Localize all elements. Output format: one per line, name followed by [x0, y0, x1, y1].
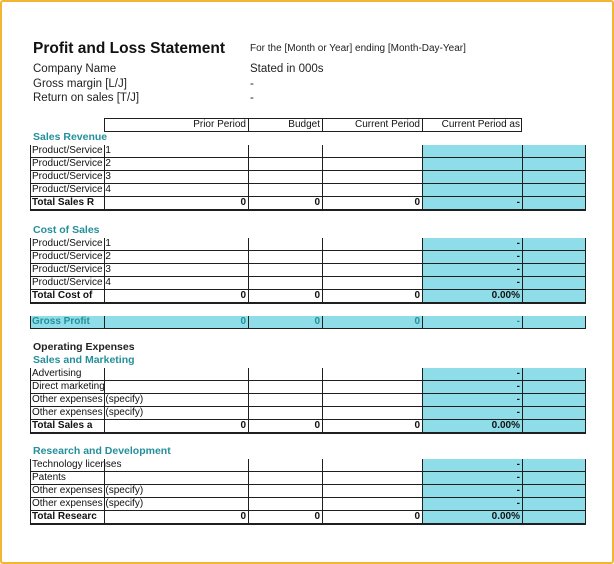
current-pct-cell[interactable] — [424, 184, 520, 196]
grid-line — [30, 277, 31, 289]
budget-cell[interactable] — [250, 459, 320, 471]
prior-period-cell[interactable]: 0 — [240, 197, 246, 208]
current-period-cell[interactable]: 0 — [414, 420, 420, 431]
prior-period-cell[interactable] — [106, 277, 246, 289]
grid-line — [422, 171, 423, 183]
grid-line — [422, 251, 423, 263]
row-label[interactable]: Product/Service 3 — [32, 171, 111, 182]
prior-period-cell[interactable]: 0 — [240, 420, 246, 431]
grid-line — [322, 511, 323, 523]
row-label[interactable]: Other expenses (specify) — [32, 485, 144, 496]
grid-line — [30, 171, 31, 183]
current-pct-cell[interactable]: - — [516, 381, 520, 392]
grid-line — [30, 158, 31, 170]
column-header-current-pct: Current Period as — [441, 119, 520, 130]
current-pct-cell[interactable] — [424, 171, 520, 183]
budget-cell[interactable]: 0 — [314, 511, 320, 522]
grid-line — [104, 511, 105, 523]
current-period-cell[interactable] — [324, 251, 420, 263]
current-period-cell[interactable] — [324, 485, 420, 497]
budget-cell[interactable] — [250, 277, 320, 289]
table-row — [30, 407, 586, 420]
grid-line — [585, 485, 586, 497]
grid-line — [585, 407, 586, 419]
grid-line — [248, 158, 249, 170]
grid-line — [322, 264, 323, 276]
grid-line — [522, 472, 523, 484]
prior-period-cell[interactable] — [106, 238, 246, 250]
grid-line — [422, 184, 423, 196]
grid-line — [585, 420, 586, 432]
grid-line — [422, 238, 423, 250]
budget-cell[interactable] — [250, 472, 320, 484]
budget-cell[interactable]: 0 — [314, 420, 320, 431]
current-period-cell[interactable]: 0 — [414, 511, 420, 522]
grid-line — [585, 498, 586, 510]
current-pct-cell[interactable]: - — [516, 197, 520, 208]
grid-line — [522, 158, 523, 170]
current-pct-cell[interactable] — [424, 158, 520, 170]
grid-line — [522, 251, 523, 263]
current-pct-cell[interactable]: 0.00% — [491, 511, 520, 522]
grid-line — [585, 316, 586, 328]
current-pct-cell[interactable]: - — [516, 264, 520, 275]
grid-line — [585, 277, 586, 289]
grid-line — [585, 381, 586, 393]
current-pct-cell[interactable] — [424, 145, 520, 157]
budget-cell[interactable] — [250, 394, 320, 406]
budget-cell[interactable] — [250, 251, 320, 263]
grid-line — [322, 472, 323, 484]
current-period-cell[interactable] — [324, 459, 420, 471]
row-label[interactable]: Other expenses (specify) — [32, 407, 144, 418]
row-label[interactable]: Technology licenses — [32, 459, 122, 470]
stated-label: Stated in 000s — [250, 63, 324, 75]
grid-line — [248, 459, 249, 471]
prior-period-cell[interactable] — [106, 158, 246, 170]
current-period-cell[interactable] — [324, 368, 420, 380]
grid-line — [322, 420, 323, 432]
grid-line — [422, 459, 423, 471]
current-period-cell[interactable] — [324, 381, 420, 393]
grid-line — [585, 472, 586, 484]
table-row — [30, 459, 586, 472]
current-period-cell[interactable] — [324, 238, 420, 250]
grid-line — [422, 197, 423, 209]
grid-line — [30, 238, 31, 250]
grid-line — [30, 145, 31, 157]
table-row — [30, 171, 586, 184]
table-row — [30, 485, 586, 498]
grid-line — [248, 171, 249, 183]
grid-line — [322, 316, 323, 328]
prior-period-cell[interactable]: 0 — [240, 290, 246, 301]
current-pct-cell[interactable]: - — [516, 459, 520, 470]
column-header-prior: Prior Period — [193, 119, 246, 130]
grid-line — [30, 394, 31, 406]
page-title: Profit and Loss Statement — [33, 40, 226, 57]
grid-line — [248, 251, 249, 263]
grid-line — [248, 184, 249, 196]
grid-line — [522, 368, 523, 380]
row-label[interactable]: Total Cost of — [32, 290, 93, 301]
grid-line — [248, 368, 249, 380]
grid-line — [322, 251, 323, 263]
current-pct-cell[interactable]: - — [516, 407, 520, 418]
grid-line — [248, 394, 249, 406]
current-pct-cell[interactable]: - — [516, 498, 520, 509]
grid-line — [422, 407, 423, 419]
grid-line — [30, 264, 31, 276]
prior-period-cell[interactable]: 0 — [240, 316, 246, 327]
current-period-cell[interactable] — [324, 145, 420, 157]
grid-line — [422, 394, 423, 406]
grid-line — [422, 158, 423, 170]
grid-line — [585, 184, 586, 196]
row-label[interactable]: Product/Service 2 — [32, 158, 111, 169]
row-label[interactable]: Product/Service 3 — [32, 264, 111, 275]
grid-line — [522, 498, 523, 510]
grid-line — [322, 277, 323, 289]
grid-line — [248, 290, 249, 302]
grid-line — [422, 485, 423, 497]
grid-line — [585, 197, 586, 209]
budget-cell[interactable] — [250, 184, 320, 196]
grid-line — [30, 316, 31, 328]
gross-margin-value: - — [250, 78, 254, 90]
budget-cell[interactable]: 0 — [314, 316, 320, 327]
grid-line — [422, 316, 423, 328]
section-operating-expenses: Operating Expenses — [33, 341, 135, 353]
grid-line — [322, 485, 323, 497]
total-row — [30, 290, 586, 304]
grid-line — [522, 420, 523, 432]
total-row — [30, 511, 586, 525]
grid-line — [248, 498, 249, 510]
grid-line — [30, 197, 31, 209]
grid-line — [30, 498, 31, 510]
grid-line — [422, 381, 423, 393]
grid-line — [585, 264, 586, 276]
budget-cell[interactable] — [250, 498, 320, 510]
current-period-cell[interactable] — [324, 158, 420, 170]
table-row — [30, 277, 586, 290]
current-pct-cell[interactable]: - — [516, 485, 520, 496]
grid-line — [422, 145, 423, 157]
column-header-current: Current Period — [354, 119, 420, 130]
grid-line — [422, 368, 423, 380]
prior-period-cell[interactable] — [106, 368, 246, 380]
current-period-cell[interactable]: 0 — [414, 290, 420, 301]
row-label[interactable]: Other expenses (specify) — [32, 498, 144, 509]
grid-line — [248, 264, 249, 276]
row-label[interactable]: Product/Service 1 — [32, 145, 111, 156]
current-period-cell[interactable] — [324, 472, 420, 484]
grid-line — [322, 238, 323, 250]
prior-period-cell[interactable] — [106, 251, 246, 263]
grid-line — [248, 277, 249, 289]
prior-period-cell[interactable]: 0 — [240, 511, 246, 522]
grid-line — [30, 407, 31, 419]
grid-line — [422, 290, 423, 302]
grid-line — [104, 290, 105, 302]
grid-line — [30, 251, 31, 263]
current-pct-cell[interactable]: - — [516, 316, 520, 327]
grid-line — [248, 407, 249, 419]
grid-line — [30, 459, 31, 471]
grid-line — [248, 511, 249, 523]
prior-period-cell[interactable] — [106, 472, 246, 484]
section-sales-marketing: Sales and Marketing — [33, 354, 135, 366]
row-label[interactable]: Total Researc — [32, 511, 97, 522]
table-row — [30, 472, 586, 485]
table-row — [30, 251, 586, 264]
grid-line — [522, 238, 523, 250]
grid-line — [30, 472, 31, 484]
section-sales-revenue: Sales Revenue — [33, 131, 108, 143]
grid-line — [104, 316, 105, 328]
prior-period-cell[interactable] — [106, 459, 246, 471]
section-cost-of-sales: Cost of Sales — [33, 224, 100, 236]
grid-line — [30, 381, 31, 393]
grid-line — [422, 264, 423, 276]
current-period-cell[interactable] — [324, 264, 420, 276]
row-label[interactable]: Product/Service 1 — [32, 238, 111, 249]
prior-period-cell[interactable] — [106, 145, 246, 157]
prior-period-cell[interactable] — [106, 264, 246, 276]
total-row — [30, 420, 586, 434]
gross-profit-row — [30, 316, 586, 329]
grid-line — [522, 381, 523, 393]
row-label[interactable]: Other expenses (specify) — [32, 394, 144, 405]
current-period-cell[interactable]: 0 — [414, 316, 420, 327]
grid-line — [322, 368, 323, 380]
grid-line — [522, 511, 523, 523]
row-label[interactable]: Advertising — [32, 368, 82, 379]
column-header-row — [104, 118, 522, 132]
grid-line — [30, 184, 31, 196]
grid-line — [522, 145, 523, 157]
budget-cell[interactable] — [250, 407, 320, 419]
grid-line — [522, 197, 523, 209]
grid-line — [322, 498, 323, 510]
prior-period-cell[interactable] — [106, 498, 246, 510]
current-period-cell[interactable] — [324, 277, 420, 289]
row-label[interactable]: Product/Service 4 — [32, 184, 111, 195]
grid-line — [522, 394, 523, 406]
grid-line — [585, 238, 586, 250]
column-header-budget: Budget — [288, 119, 320, 130]
budget-cell[interactable] — [250, 238, 320, 250]
grid-line — [585, 171, 586, 183]
budget-cell[interactable] — [250, 158, 320, 170]
grid-line — [585, 368, 586, 380]
grid-line — [322, 459, 323, 471]
grid-line — [422, 511, 423, 523]
grid-line — [104, 420, 105, 432]
grid-line — [422, 277, 423, 289]
grid-line — [422, 472, 423, 484]
grid-line — [248, 485, 249, 497]
row-label[interactable]: Product/Service 2 — [32, 251, 111, 262]
row-label[interactable]: Patents — [32, 472, 66, 483]
current-pct-cell[interactable]: - — [516, 238, 520, 249]
grid-line — [585, 511, 586, 523]
budget-cell[interactable] — [250, 145, 320, 157]
current-pct-cell[interactable]: - — [516, 394, 520, 405]
grid-line — [322, 145, 323, 157]
return-on-sales-label: Return on sales [T/J] — [33, 92, 140, 104]
prior-period-cell[interactable] — [106, 394, 246, 406]
page-subtitle: For the [Month or Year] ending [Month-Day-Year] — [250, 43, 466, 54]
table-row — [30, 394, 586, 407]
current-pct-cell[interactable]: - — [516, 251, 520, 262]
grid-line — [322, 381, 323, 393]
prior-period-cell[interactable] — [106, 485, 246, 497]
grid-line — [585, 145, 586, 157]
section-research-development: Research and Development — [33, 445, 171, 457]
grid-line — [248, 472, 249, 484]
grid-line — [248, 420, 249, 432]
grid-line — [248, 238, 249, 250]
grid-line — [585, 394, 586, 406]
grid-line — [30, 511, 31, 523]
row-label[interactable]: Total Sales R — [32, 197, 95, 208]
budget-cell[interactable] — [250, 381, 320, 393]
grid-line — [522, 459, 523, 471]
return-on-sales-value: - — [250, 92, 254, 104]
row-label[interactable]: Direct marketing — [32, 381, 105, 392]
grid-line — [30, 485, 31, 497]
table-row — [30, 498, 586, 511]
current-period-cell[interactable] — [324, 184, 420, 196]
grid-line — [585, 251, 586, 263]
budget-cell[interactable] — [250, 368, 320, 380]
table-row — [30, 145, 586, 158]
current-period-cell[interactable] — [324, 394, 420, 406]
grid-line — [522, 277, 523, 289]
grid-line — [322, 184, 323, 196]
grid-line — [322, 290, 323, 302]
prior-period-cell[interactable] — [106, 381, 246, 393]
grid-line — [422, 498, 423, 510]
current-pct-cell[interactable]: - — [516, 368, 520, 379]
table-row — [30, 368, 586, 381]
grid-line — [522, 184, 523, 196]
row-label[interactable]: Gross Profit — [32, 316, 90, 327]
table-row — [30, 184, 586, 197]
budget-cell[interactable]: 0 — [314, 290, 320, 301]
grid-line — [522, 407, 523, 419]
current-pct-cell[interactable]: 0.00% — [491, 420, 520, 431]
row-label[interactable]: Product/Service 4 — [32, 277, 111, 288]
grid-line — [322, 197, 323, 209]
table-row — [30, 264, 586, 277]
grid-line — [248, 316, 249, 328]
budget-cell[interactable]: 0 — [314, 197, 320, 208]
grid-line — [522, 290, 523, 302]
budget-cell[interactable] — [250, 264, 320, 276]
current-pct-cell[interactable]: 0.00% — [491, 290, 520, 301]
prior-period-cell[interactable] — [106, 171, 246, 183]
grid-line — [30, 368, 31, 380]
current-period-cell[interactable] — [324, 407, 420, 419]
grid-line — [585, 158, 586, 170]
budget-cell[interactable] — [250, 485, 320, 497]
grid-line — [30, 290, 31, 302]
grid-line — [322, 394, 323, 406]
current-period-cell[interactable] — [324, 171, 420, 183]
prior-period-cell[interactable] — [106, 407, 246, 419]
grid-line — [322, 158, 323, 170]
grid-line — [522, 316, 523, 328]
grid-line — [522, 485, 523, 497]
current-pct-cell[interactable]: - — [516, 472, 520, 483]
grid-line — [522, 264, 523, 276]
grid-line — [422, 420, 423, 432]
table-row — [30, 381, 586, 394]
grid-line — [248, 197, 249, 209]
gross-margin-label: Gross margin [L/J] — [33, 78, 127, 90]
grid-line — [248, 381, 249, 393]
current-period-cell[interactable]: 0 — [414, 197, 420, 208]
grid-line — [585, 459, 586, 471]
grid-line — [248, 145, 249, 157]
current-period-cell[interactable] — [324, 498, 420, 510]
company-name-label: Company Name — [33, 63, 117, 75]
grid-line — [30, 420, 31, 432]
table-row — [30, 238, 586, 251]
grid-line — [104, 197, 105, 209]
prior-period-cell[interactable] — [106, 184, 246, 196]
total-row — [30, 197, 586, 211]
row-label[interactable]: Total Sales a — [32, 420, 93, 431]
budget-cell[interactable] — [250, 171, 320, 183]
grid-line — [585, 290, 586, 302]
grid-line — [522, 171, 523, 183]
grid-line — [322, 407, 323, 419]
table-row — [30, 158, 586, 171]
current-pct-cell[interactable]: - — [516, 277, 520, 288]
grid-line — [322, 171, 323, 183]
